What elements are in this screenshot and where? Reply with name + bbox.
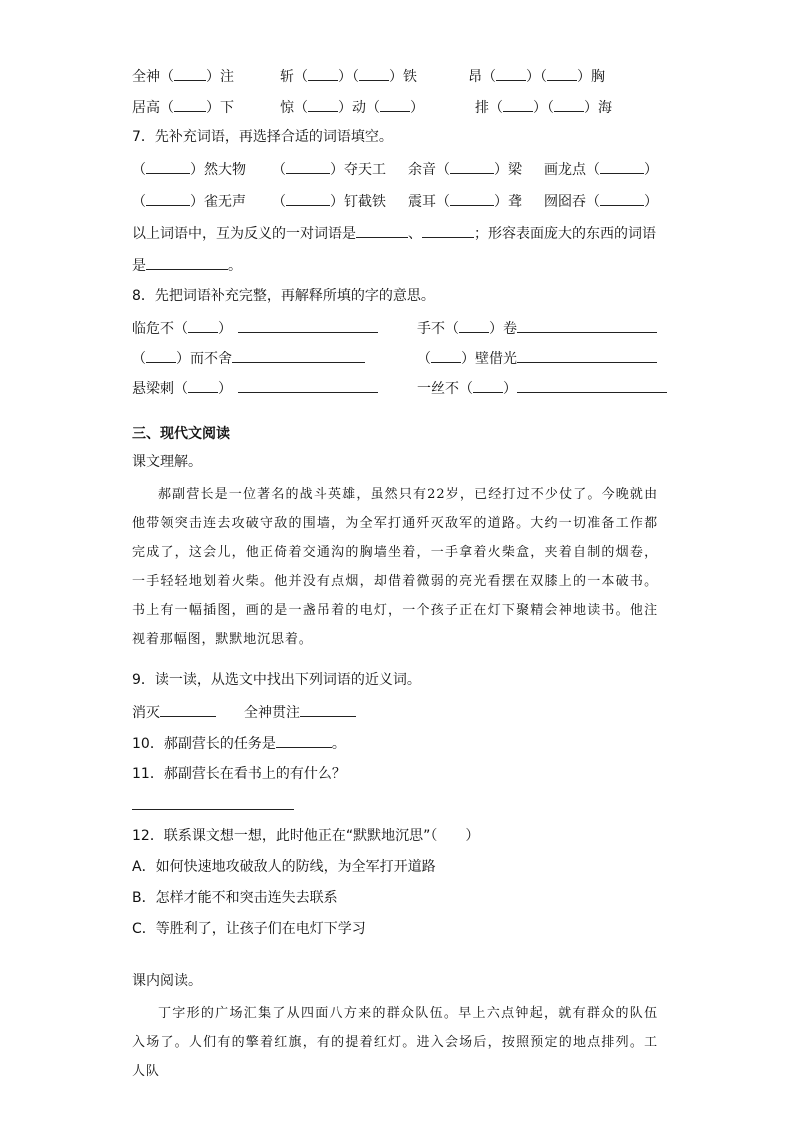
answer-blank[interactable] xyxy=(547,66,577,81)
q12: 12．联系课文想一想，此时他正在“默默地沉思”（ ） xyxy=(132,828,480,844)
q6-row1-item2: 斩（ ）（ ）铁 xyxy=(280,66,417,87)
q11: 11．郝副营长在看书上的有什么？ xyxy=(132,766,346,782)
q10: 10．郝副营长的任务是 。 xyxy=(132,733,346,754)
answer-blank[interactable] xyxy=(160,702,216,717)
answer-blank[interactable] xyxy=(496,66,526,81)
answer-blank[interactable] xyxy=(431,348,461,363)
answer-blank[interactable] xyxy=(450,191,494,206)
answer-blank[interactable] xyxy=(600,191,644,206)
answer-blank[interactable] xyxy=(600,159,644,174)
q7-row1: （ ）然大物 （ ）夺天工 余音（ ）梁 画龙点（ ） xyxy=(132,159,662,180)
option-a[interactable]: A．如何快速地攻破敌人的防线，为全军打开道路 xyxy=(132,859,436,875)
answer-blank[interactable] xyxy=(554,97,584,112)
answer-blank[interactable] xyxy=(188,378,218,393)
answer-blank[interactable] xyxy=(308,66,338,81)
q8-right-2: （ ）壁借光 xyxy=(417,348,657,369)
reading-passage-2: 丁字形的广场汇集了从四面八方来的群众队伍。早上六点钟起，就有群众的队伍入场了。人们有的擎着红旗，有的提着红灯。进入会场后，按照预定的地点排列。工人队 xyxy=(132,1006,658,1079)
q6-row1-item3: 昂（ ）（ ）胸 xyxy=(468,66,605,87)
answer-blank[interactable] xyxy=(276,733,332,748)
answer-blank[interactable] xyxy=(146,348,176,363)
answer-blank[interactable] xyxy=(286,159,330,174)
q9-title: 9．读一读，从选文中找出下列词语的近义词。 xyxy=(132,672,421,688)
q6-row2-item3: 排（ ）（ ）海 xyxy=(475,97,612,118)
explain-blank[interactable] xyxy=(517,378,667,393)
q11-answer-line[interactable] xyxy=(132,809,294,810)
answer-blank[interactable] xyxy=(174,97,206,112)
q8-left-3: 悬梁刺（ ） xyxy=(132,378,378,399)
explain-blank[interactable] xyxy=(517,318,657,333)
q8-left-2: （ ）而不舍 xyxy=(132,348,365,369)
answer-blank[interactable] xyxy=(450,159,494,174)
answer-blank[interactable] xyxy=(459,318,489,333)
q7-sentence1: 以上词语中，互为反义的一对词语是 、 ；形容表面庞大的东西的词语 xyxy=(132,223,656,244)
answer-blank[interactable] xyxy=(300,702,356,717)
answer-blank[interactable] xyxy=(146,255,228,270)
q8-right-3: 一丝不（ ） xyxy=(417,378,667,399)
q6-row2-item2: 惊（ ）动（ ） xyxy=(280,97,424,118)
answer-blank[interactable] xyxy=(286,191,330,206)
q9-answers: 消灭 全神贯注 xyxy=(132,702,356,723)
q6-row2: 居高（ ）下 xyxy=(132,97,234,118)
option-c[interactable]: C．等胜利了，让孩子们在电灯下学习 xyxy=(132,921,366,937)
answer-blank[interactable] xyxy=(146,191,190,206)
subsection-2: 课内阅读。 xyxy=(132,973,202,989)
q8-left-1: 临危不（ ） xyxy=(132,318,378,339)
reading-passage-1: 郝副营长是一位著名的战斗英雄，虽然只有22岁，已经打过不少仗了。今晚就由他带领突击连去攻破守敌的围墙，为全军打通歼灭敌军的道路。大约一切准备工作都完成了，这会儿，他正倚着交通沟的胸墙坐着，一手拿着火柴盒，夹着自制的烟卷，一手轻轻地划着火柴。他并没有点烟，却借着微弱的亮光看摆在双膝上的一本破书。书上有一幅插图，画的是一盏吊着的电灯，一个孩子正在灯下聚精会神地读书。他注视着那幅图，默默地沉思着。 xyxy=(132,487,658,647)
section-heading: 三、现代文阅读 xyxy=(132,426,230,442)
explain-blank[interactable] xyxy=(238,318,378,333)
explain-blank[interactable] xyxy=(232,348,365,363)
q6-row1: 全神（ ）注 xyxy=(132,66,234,87)
q7-row2: （ ）雀无声 （ ）钉截铁 震耳（ ）聋 囫囵吞（ ） xyxy=(132,191,662,212)
explain-blank[interactable] xyxy=(238,378,378,393)
explain-blank[interactable] xyxy=(517,348,657,363)
q7-title: 7．先补充词语，再选择合适的词语填空。 xyxy=(132,129,393,145)
q8-title: 8．先把词语补充完整，再解释所填的字的意思。 xyxy=(132,288,435,304)
answer-blank[interactable] xyxy=(503,97,533,112)
answer-blank[interactable] xyxy=(308,97,338,112)
answer-blank[interactable] xyxy=(356,223,408,238)
option-b[interactable]: B．怎样才能不和突击连失去联系 xyxy=(132,890,338,906)
answer-blank[interactable] xyxy=(146,159,190,174)
q8-right-1: 手不（ ）卷 xyxy=(417,318,657,339)
subsection-1: 课文理解。 xyxy=(132,454,202,470)
answer-blank[interactable] xyxy=(422,223,474,238)
q7-sentence2: 是 。 xyxy=(132,255,242,276)
answer-blank[interactable] xyxy=(473,378,503,393)
answer-blank[interactable] xyxy=(359,66,389,81)
answer-blank[interactable] xyxy=(174,66,206,81)
answer-blank[interactable] xyxy=(188,318,218,333)
answer-blank[interactable] xyxy=(380,97,410,112)
